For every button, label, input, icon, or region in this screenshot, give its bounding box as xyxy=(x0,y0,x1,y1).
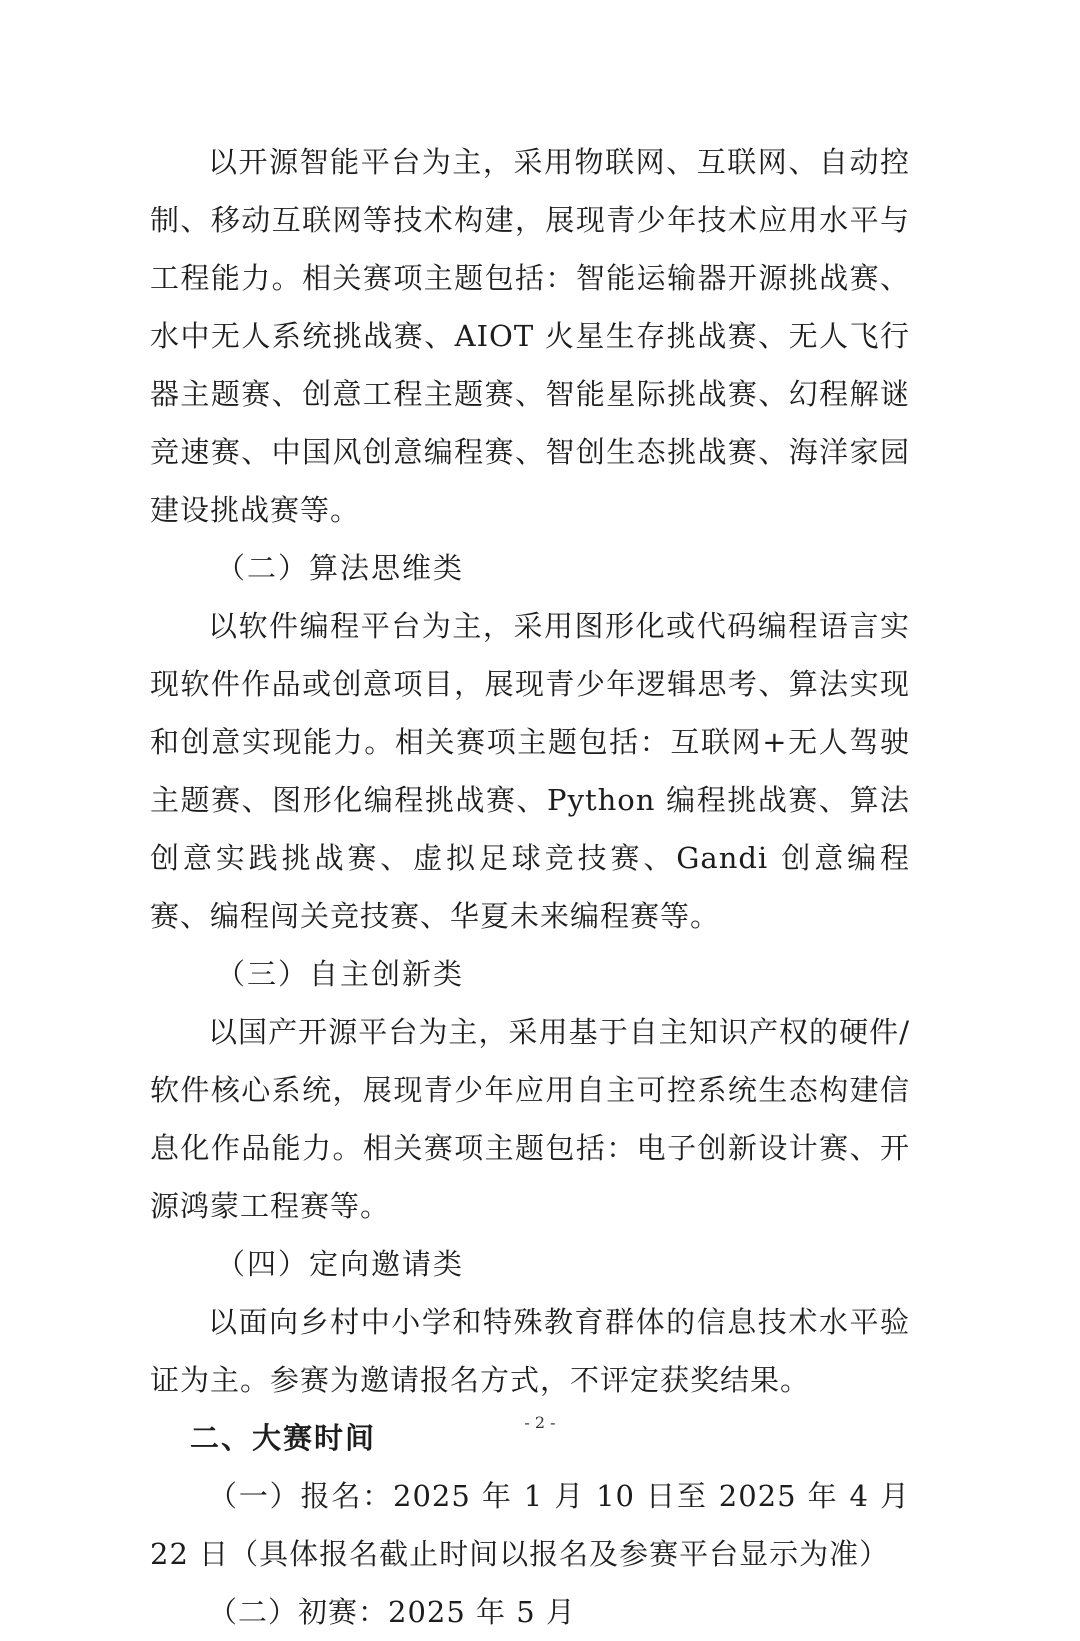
paragraph-preliminary-round: （二）初赛：2025 年 5 月 xyxy=(208,1595,576,1629)
page-number: - 2 - xyxy=(524,1413,556,1432)
subheading-independent-innovation: （三）自主创新类 xyxy=(216,957,465,991)
subheading-targeted-invitation: （四）定向邀请类 xyxy=(216,1247,465,1281)
paragraph-independent-innovation: 以国产开源平台为主，采用基于自主知识产权的硬件/软件核心系统，展现青少年应用自主可控系统生态构建信息化作品能力。相关赛项主题包括：电子创新设计赛、开源鸿蒙工程赛等。 xyxy=(150,1015,910,1223)
paragraph-targeted-invitation: 以面向乡村中小学和特殊教育群体的信息技术水平验证为主。参赛为邀请报名方式，不评定获奖结果。 xyxy=(150,1305,910,1397)
paragraph-algorithm-thinking: 以软件编程平台为主，采用图形化或代码编程语言实现软件作品或创意项目，展现青少年逻辑思考、算法实现和创意实现能力。相关赛项主题包括：互联网+无人驾驶主题赛、图形化编程挑战赛、Python 编程挑战赛、算法创意实践挑战赛、虚拟足球竞技赛、Gandi 创意编程赛、编程闯关竞技赛、华夏未来编程赛等。 xyxy=(150,609,910,933)
section-heading-competition-time: 二、大赛时间 xyxy=(190,1421,377,1455)
subheading-algorithm-thinking: （二）算法思维类 xyxy=(216,551,465,585)
paragraph-registration-period: （一）报名：2025 年 1 月 10 日至 2025 年 4 月 22 日（具体报名截止时间以报名及参赛平台显示为准） xyxy=(150,1479,910,1571)
paragraph-category-one-description: 以开源智能平台为主，采用物联网、互联网、自动控制、移动互联网等技术构建，展现青少年技术应用水平与工程能力。相关赛项主题包括：智能运输器开源挑战赛、水中无人系统挑战赛、AIOT 火星生存挑战赛、无人飞行器主题赛、创意工程主题赛、智能星际挑战赛、幻程解谜竞速赛、中国风创意编程赛、智创生态挑战赛、海洋家园建设挑战赛等。 xyxy=(150,145,910,527)
